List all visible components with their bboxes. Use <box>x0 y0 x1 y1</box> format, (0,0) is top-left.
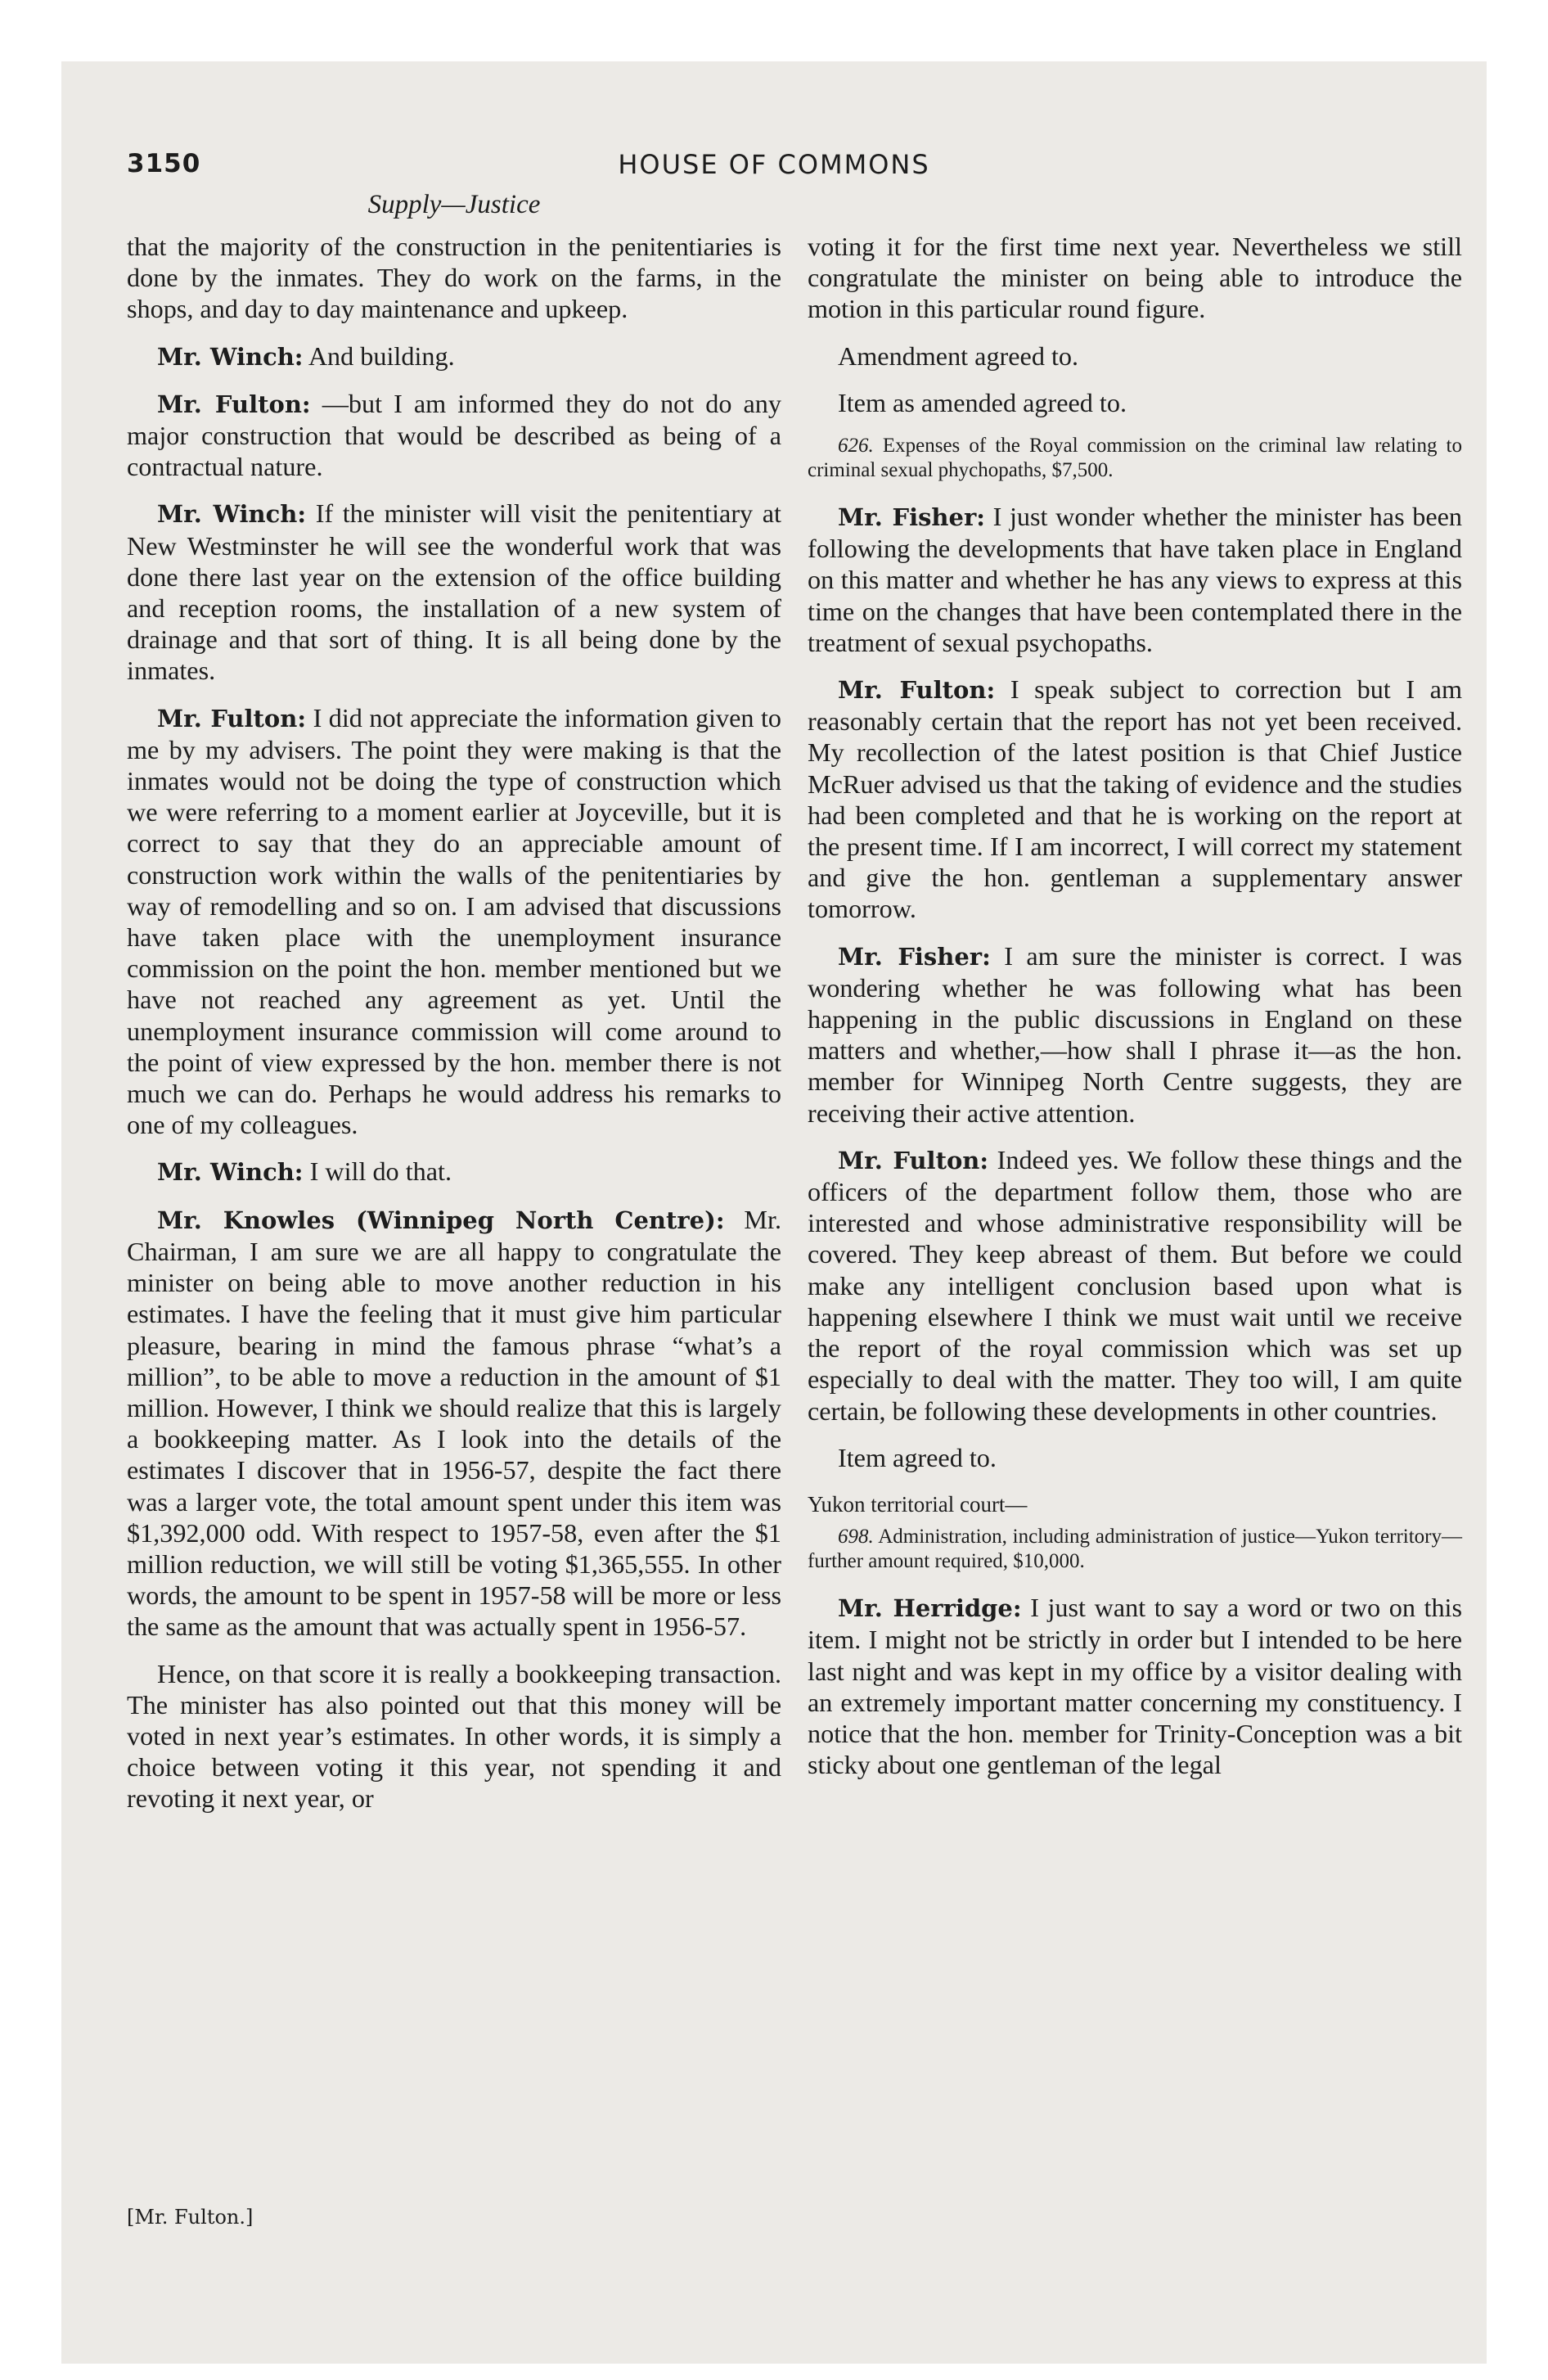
paragraph: Mr. Winch: I will do that. <box>157 1156 452 1187</box>
page-header: HOUSE OF COMMONS <box>618 149 930 180</box>
speaker-name: Mr. Fulton: <box>157 704 307 732</box>
section-heading: Yukon territorial court— <box>808 1491 1028 1517</box>
paragraph: voting it for the first time next year. Nevertheless we still congratulate the minister on being able to introduce the motion in this particular round figure. <box>808 232 1462 324</box>
item-agreed: Item agreed to. <box>838 1442 997 1472</box>
speaker-name: Mr. Knowles (Winnipeg North Centre): <box>157 1206 725 1234</box>
paragraph: Mr. Knowles (Winnipeg North Centre): Mr. Chairman, I am sure we are all happy to congratulate the minister on being able to move another reduction in his estimates. I have the feeling that it must give him particular pleasure, bearing in mind the famous phrase “what’s a million”, to be able to move a reduction in the amount of $1 million. However, I think we should realize that this is largely a bookkeeping matter. As I look into the details of the estimates I discover that in 1956-57, despite the fact there was a larger vote, the total amount spent under this item was $1,392,000 odd. With respect to 1957-58, even after the $1 million reduction, we will still be voting $1,365,555. In other words, the amount to be spent in 1957-58 will be more or less the same as the amount that was actually spent in 1956-57. <box>127 1204 781 1642</box>
running-head <box>127 149 1421 190</box>
speaker-name: Mr. Fulton: <box>838 1146 989 1174</box>
paragraph: Mr. Fisher: I am sure the minister is correct. I was wondering whether he was following what has been happening in the public discussions in England on these matters and whether,—how shall I phrase it—as the hon. member for Winnipeg North Centre suggests, they are receiving their active attention. <box>808 940 1463 1128</box>
paragraph: Mr. Winch: And building. <box>157 340 455 371</box>
speaker-name: Mr. Fisher: <box>838 503 985 532</box>
paragraph: Mr. Fisher: I just wonder whether the minister has been following the developments that have taken place in England on this matter and whether he has any views to express at this time on the changes that have been contemplated there in the treatment of sexual psychopaths. <box>808 502 1462 657</box>
vote-item-698: 698. Administration, including administration of justice—Yukon territory—further amount required, $10,000. <box>808 1526 1462 1573</box>
paragraph: Mr. Winch: If the minister will visit the penitentiary at New Westminster he will see the wonderful work that was done there last year on the extension of the office building and reception rooms, the installation of a new system of drainage and that sort of thing. It is all being done by the inmates. <box>127 498 781 686</box>
speaker-name: Mr. Fisher: <box>838 942 991 971</box>
paragraph: Mr. Fulton: I did not appreciate the information given to me by my advisers. The point they were making is that the inmates would not be doing the type of construction which we were referring to a moment earlier at Joyceville, but it is correct to say that they do an appreciable amount of construction work within the walls of the penitentiaries by way of remodelling and so on. I am advised that discussions have taken place with the unemployment insurance commission on the point the hon. member mentioned but we have not reached any agreement as yet. Until the unemployment insurance commission will come around to the point of view expressed by the hon. member there is not much we can do. Perhaps he would address his remarks to one of my colleagues. <box>127 702 782 1140</box>
speaker-name: Mr. Fulton: <box>157 390 311 418</box>
paragraph: Mr. Fulton: I speak subject to correction but I am reasonably certain that the report has not yet been received. My recollection of the latest position is that Chief Justice McRuer advised us that the taking of evidence and the studies had been completed and that he is working on the report at the present time. If I am incorrect, I will correct my statement and give the hon. gentleman a supplementary answer tomorrow. <box>808 674 1463 924</box>
left-column <box>127 231 781 1830</box>
speaker-name: Mr. Winch: <box>157 342 304 371</box>
paragraph: Mr. Fulton: —but I am informed they do not do any major construction that would be described as being of a contractual nature. <box>127 388 781 482</box>
paragraph: Mr. Fulton: Indeed yes. We follow these things and the officers of the department follow them, those who are interested and whose administrative responsibility will be covered. They keep abreast of them. But before we could make any intelligent conclusion based upon what is happening elsewhere I think we must wait until we receive the report of the royal commission which was set up especially to deal with the matter. They too will, I am quite certain, be following these developments in other countries. <box>808 1144 1463 1426</box>
page-number: 3150 <box>127 149 201 178</box>
speaker-name: Mr. Herridge: <box>838 1594 1022 1623</box>
vote-item-626: 626. Expenses of the Royal commission on the criminal law relating to criminal sexual phychopaths, $7,500. <box>808 435 1462 482</box>
item-amended-agreed: Item as amended agreed to. <box>838 387 1127 417</box>
speaker-name: Mr. Winch: <box>157 1158 304 1187</box>
speaker-name: Mr. Winch: <box>157 500 307 529</box>
amendment-agreed: Amendment agreed to. <box>838 340 1079 371</box>
subject-heading: Supply—Justice <box>367 190 541 219</box>
paragraph: Hence, on that score it is really a bookkeeping transaction. The minister has also pointed out that this money will be voted in next year’s estimates. In other words, it is simply a choice between voting it this year, not spending it and revoting it next year, or <box>127 1658 781 1814</box>
speaker-name: Mr. Fulton: <box>838 676 996 705</box>
paragraph: that the majority of the construction in the penitentiaries is done by the inmates. They do work on the farms, in the shops, and day to day maintenance and upkeep. <box>127 232 781 324</box>
right-column <box>808 231 1462 1796</box>
footer-attribution: [Mr. Fulton.] <box>127 2206 254 2229</box>
paragraph: Mr. Herridge: I just want to say a word or two on this item. I might not be strictly in order but I intended to be here last night and was kept in my office by a visitor dealing with an extremely important matter concerning my constituency. I notice that the hon. member for Trinity-Conception was a bit sticky about one gentleman of the legal <box>808 1593 1463 1780</box>
